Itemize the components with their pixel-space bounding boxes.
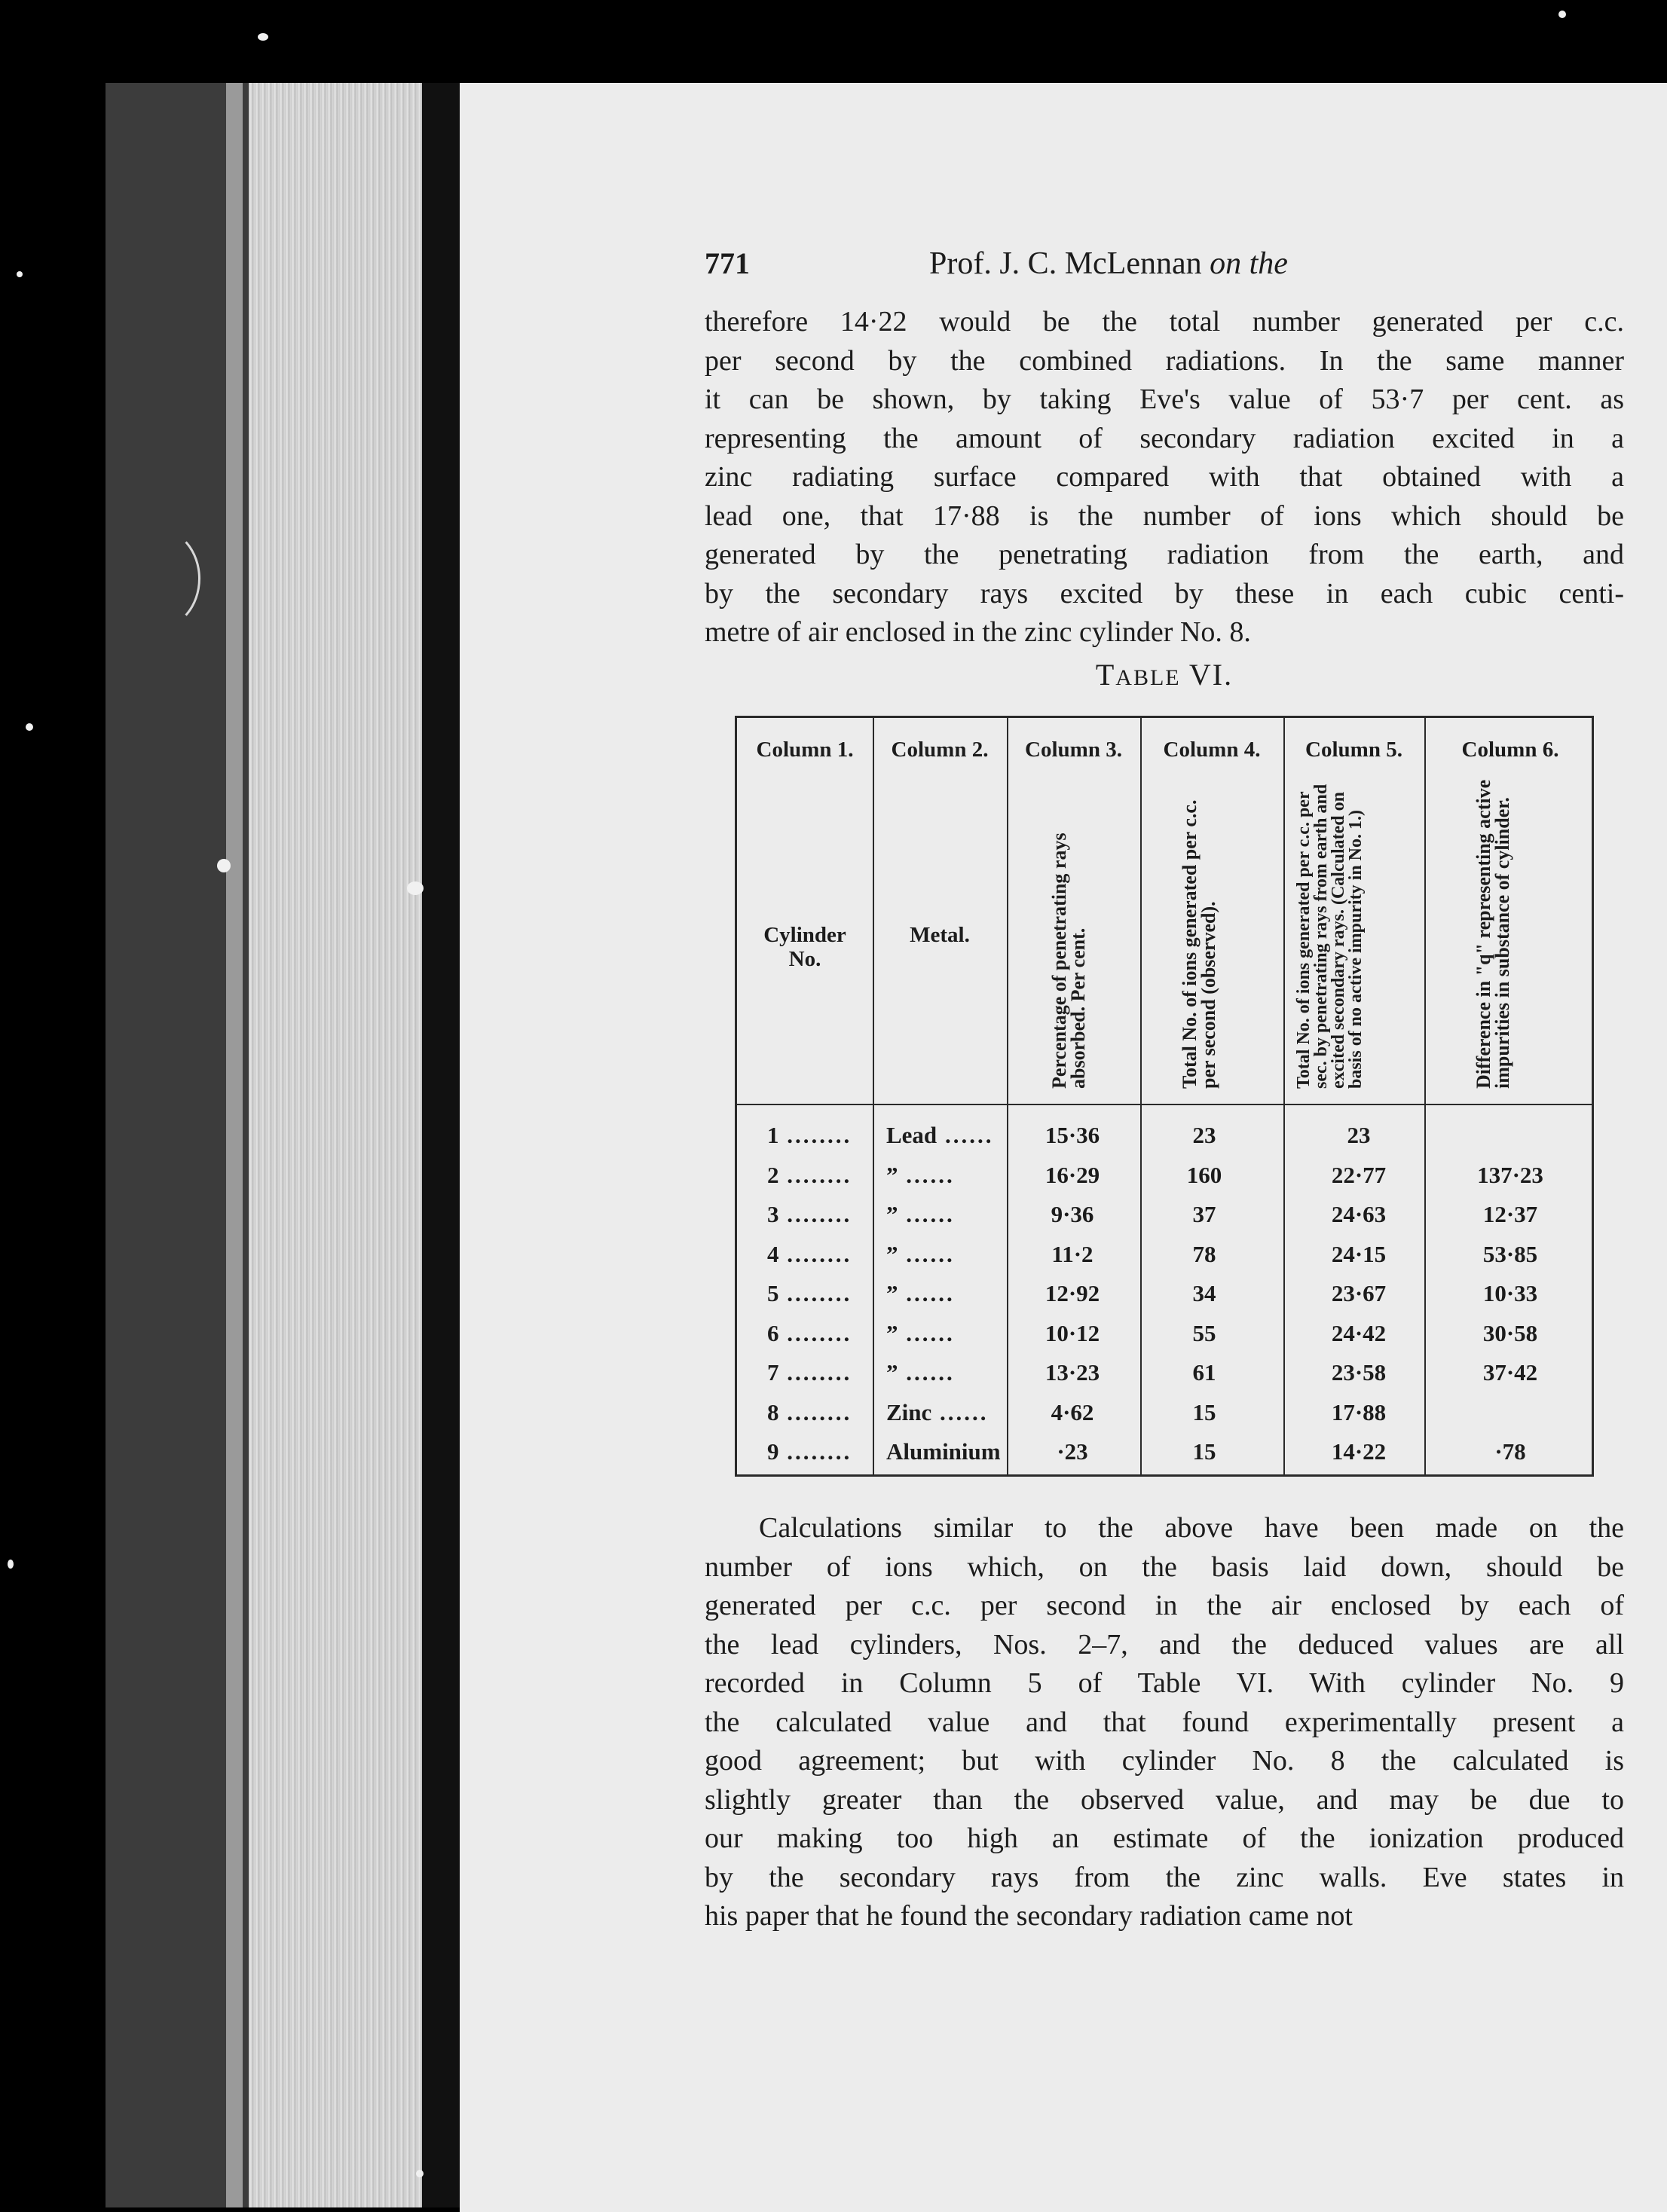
column-5-description: Total No. of ions generated per c.c. per sec. by penetrating rays from earth and excited secondary rays. (Calculated on basis of no active impurity in No. 1.)	[1293, 784, 1366, 1089]
metal-cell	[886, 1241, 1022, 1268]
table-row	[737, 1156, 1592, 1195]
cylinder-number-cell-value: 5	[767, 1280, 779, 1306]
table-row	[737, 1393, 1592, 1432]
cylinder-number-cell-value: 1	[767, 1122, 779, 1148]
percentage-absorbed-cell	[1008, 1399, 1136, 1426]
scan-speck	[8, 1560, 14, 1569]
table-row	[737, 1116, 1592, 1155]
ions-calculated-cell-value: 24·15	[1331, 1240, 1387, 1267]
text-line: generated per c.c. per second in the air enclosed by each of	[705, 1590, 1624, 1621]
text-line: the lead cylinders, Nos. 2–7, and the deduced values are all	[705, 1628, 1624, 1661]
ions-calculated-cell-value: 17·88	[1331, 1398, 1387, 1425]
percentage-absorbed-cell	[1008, 1320, 1136, 1347]
scan-top-border	[0, 0, 1667, 83]
percentage-absorbed-cell-value: 15·36	[1045, 1122, 1100, 1148]
ions-observed-cell-value: 55	[1192, 1319, 1216, 1346]
metal-cell-value: ”	[886, 1280, 898, 1306]
ions-observed-cell	[1140, 1162, 1268, 1189]
paragraph-top	[705, 303, 1624, 652]
ions-observed-cell-value: 15	[1192, 1398, 1216, 1425]
scan-scratch	[113, 527, 200, 630]
metal-cell-value: Lead	[886, 1122, 937, 1148]
ions-calculated-cell-value: 23·67	[1331, 1280, 1387, 1306]
ions-calculated-cell	[1283, 1320, 1434, 1347]
header-title	[929, 246, 1288, 282]
leader-dots: ......	[898, 1319, 955, 1346]
difference-q-cell	[1424, 1320, 1596, 1347]
text-line: zinc radiating surface compared with that obtained with a	[705, 461, 1624, 493]
metal-cell	[886, 1320, 1022, 1347]
metal-cell	[886, 1399, 1022, 1426]
column-5-description-wrap	[1283, 771, 1424, 1096]
text-line: recorded in Column 5 of Table VI. With cylinder No. 9	[705, 1667, 1624, 1699]
book-spine-edge	[226, 83, 243, 2207]
cylinder-number-cell	[767, 1280, 873, 1307]
ions-calculated-cell-value: 23	[1347, 1122, 1371, 1148]
text-line: it can be shown, by taking Eve's value of 53·7 per cent. as	[705, 383, 1624, 415]
column-6-title: Column 6.	[1461, 738, 1559, 762]
text-line: lead one, that 17·88 is the number of ions which should be	[705, 500, 1624, 532]
table-row	[737, 1432, 1592, 1471]
paragraph-bottom	[705, 1509, 1624, 1936]
percentage-absorbed-cell	[1008, 1122, 1136, 1149]
ions-calculated-cell-value: 23·58	[1331, 1359, 1387, 1386]
difference-q-cell	[1424, 1438, 1596, 1465]
difference-q-cell	[1424, 1280, 1596, 1307]
page-number: 771	[705, 246, 750, 280]
ions-observed-cell	[1140, 1438, 1268, 1465]
ions-observed-cell-value: 15	[1192, 1438, 1216, 1465]
column-3-title: Column 3.	[1025, 738, 1122, 762]
table-caption-initial: T	[1095, 658, 1116, 692]
column-2-description: Metal.	[910, 923, 970, 947]
leader-dots: ......	[898, 1280, 955, 1306]
scan-speck	[26, 723, 33, 731]
leader-dots: ......	[898, 1201, 955, 1227]
metal-cell	[886, 1162, 1022, 1189]
metal-cell-value: ”	[886, 1161, 898, 1188]
leader-dots: ........	[778, 1359, 852, 1386]
difference-q-cell-value: ·78	[1494, 1438, 1526, 1465]
ions-calculated-cell	[1283, 1241, 1434, 1268]
percentage-absorbed-cell	[1008, 1241, 1136, 1268]
page-gutter	[422, 83, 460, 2207]
difference-q-cell-value: 10·33	[1482, 1280, 1538, 1306]
percentage-absorbed-cell	[1008, 1438, 1136, 1465]
ions-observed-cell	[1140, 1241, 1268, 1268]
metal-cell	[886, 1359, 1022, 1386]
percentage-absorbed-cell-value: 10·12	[1045, 1319, 1100, 1346]
difference-q-cell	[1424, 1162, 1596, 1189]
column-2-title: Column 2.	[891, 738, 989, 762]
leader-dots: ......	[898, 1359, 955, 1386]
difference-q-cell-value: 12·37	[1482, 1201, 1538, 1227]
metal-cell-value: Zinc	[886, 1398, 932, 1425]
ions-observed-cell	[1140, 1122, 1268, 1149]
leader-dots: ........	[778, 1398, 852, 1425]
text-line: generated by the penetrating radiation from the earth, and	[705, 539, 1624, 570]
table-row	[737, 1235, 1592, 1274]
leader-dots: ........	[778, 1201, 852, 1227]
column-1-title: Column 1.	[756, 738, 854, 762]
text-line: by the secondary rays excited by these in each cubic centi-	[705, 577, 1624, 610]
table-row	[737, 1274, 1592, 1313]
percentage-absorbed-cell-value: 11·2	[1051, 1240, 1093, 1267]
cylinder-number-cell-value: 4	[767, 1240, 779, 1267]
metal-cell-value: Aluminium	[886, 1438, 1001, 1465]
header-rule	[737, 1104, 1592, 1105]
difference-q-cell	[1424, 1201, 1596, 1228]
leader-dots: ........	[778, 1240, 852, 1267]
ions-calculated-cell	[1283, 1280, 1434, 1307]
ions-observed-cell-value: 160	[1186, 1161, 1222, 1188]
metal-cell-value: ”	[886, 1359, 898, 1386]
cylinder-number-cell-value: 7	[767, 1359, 779, 1386]
ions-observed-cell	[1140, 1280, 1268, 1307]
percentage-absorbed-cell	[1008, 1162, 1136, 1189]
header-title-suffix: on the	[1210, 246, 1288, 281]
metal-cell	[886, 1201, 1022, 1228]
ions-observed-cell-value: 61	[1192, 1359, 1216, 1386]
metal-cell-value: ”	[886, 1240, 898, 1267]
ions-observed-cell	[1140, 1399, 1268, 1426]
scan-speck	[416, 2170, 424, 2177]
ions-calculated-cell	[1283, 1122, 1434, 1149]
text-line: our making too high an estimate of the ionization produced	[705, 1822, 1624, 1854]
scan-speck	[17, 271, 23, 277]
metal-cell-value: ”	[886, 1201, 898, 1227]
ions-observed-cell-value: 34	[1192, 1280, 1216, 1306]
text-line: representing the amount of secondary radiation excited in a	[705, 422, 1624, 454]
leader-dots: ......	[937, 1122, 994, 1148]
ions-calculated-cell-value: 14·22	[1331, 1438, 1387, 1465]
column-3-description: Percentage of penetrating rays absorbed. Per cent.	[1048, 833, 1089, 1089]
text-line: by the secondary rays from the zinc walls. Eve states in	[705, 1861, 1624, 1893]
metal-cell	[886, 1438, 1022, 1465]
cylinder-number-cell	[767, 1122, 873, 1149]
cylinder-number-cell	[767, 1359, 873, 1386]
percentage-absorbed-cell-value: 12·92	[1045, 1280, 1100, 1306]
difference-q-cell	[1424, 1241, 1596, 1268]
leader-dots: ........	[778, 1319, 852, 1346]
difference-q-cell-value: 30·58	[1482, 1319, 1538, 1346]
scan-speck	[217, 859, 231, 872]
percentage-absorbed-cell-value: ·23	[1057, 1438, 1088, 1465]
leader-dots: ......	[898, 1240, 955, 1267]
ions-observed-cell-value: 23	[1192, 1122, 1216, 1148]
column-6-description: Difference in "q" representing active impurities in substance of cylinder.	[1473, 779, 1513, 1089]
table-row	[737, 1195, 1592, 1234]
percentage-absorbed-cell	[1008, 1201, 1136, 1228]
table-row	[737, 1353, 1592, 1392]
text-line: therefore 14·22 would be the total number generated per c.c.	[705, 306, 1624, 338]
ions-observed-cell-value: 78	[1192, 1240, 1216, 1267]
text-line: his paper that he found the secondary radiation came not	[705, 1900, 1353, 1932]
cylinder-number-cell	[767, 1162, 873, 1189]
column-4-description-wrap	[1140, 771, 1283, 1096]
cylinder-number-cell	[767, 1399, 873, 1426]
ions-observed-cell	[1140, 1201, 1268, 1228]
ions-calculated-cell-value: 24·42	[1331, 1319, 1387, 1346]
cylinder-number-cell-value: 3	[767, 1201, 779, 1227]
text-line: metre of air enclosed in the zinc cylinder No. 8.	[705, 616, 1251, 648]
cylinder-number-cell	[767, 1438, 873, 1465]
scan-speck	[1558, 11, 1566, 18]
ions-calculated-cell	[1283, 1201, 1434, 1228]
text-line: good agreement; but with cylinder No. 8 the calculated is	[705, 1745, 1624, 1777]
ions-observed-cell	[1140, 1320, 1268, 1347]
leader-dots: ......	[898, 1161, 955, 1188]
running-header	[705, 246, 1624, 283]
ions-calculated-cell	[1283, 1359, 1434, 1386]
leader-dots: ........	[778, 1161, 852, 1188]
percentage-absorbed-cell-value: 13·23	[1045, 1359, 1100, 1386]
leader-dots: ........	[778, 1122, 852, 1148]
metal-cell-value: ”	[886, 1319, 898, 1346]
table-caption	[705, 657, 1624, 692]
cylinder-number-cell	[767, 1241, 873, 1268]
difference-q-cell-value: 137·23	[1477, 1161, 1543, 1188]
ions-calculated-cell	[1283, 1399, 1434, 1426]
metal-cell	[886, 1122, 1022, 1149]
difference-q-cell-value: 37·42	[1482, 1359, 1538, 1386]
table-caption-numeral: VI.	[1188, 658, 1234, 692]
data-table	[735, 716, 1594, 1477]
cylinder-number-cell	[767, 1201, 873, 1228]
leader-dots: ......	[931, 1398, 989, 1425]
table-row	[737, 1314, 1592, 1353]
column-4-title: Column 4.	[1163, 738, 1261, 762]
difference-q-cell-value: 53·85	[1482, 1240, 1538, 1267]
cylinder-number-cell-value: 9	[767, 1438, 779, 1465]
ions-calculated-cell-value: 22·77	[1331, 1161, 1387, 1188]
text-line: slightly greater than the observed value, and may be due to	[705, 1783, 1624, 1816]
scan-speck	[258, 33, 268, 41]
cylinder-number-cell	[767, 1320, 873, 1347]
percentage-absorbed-cell	[1008, 1359, 1136, 1386]
metal-cell	[886, 1280, 1022, 1307]
table-caption-smallcaps: ABLE	[1115, 665, 1181, 690]
column-3-description-wrap	[1007, 771, 1140, 1096]
percentage-absorbed-cell	[1008, 1280, 1136, 1307]
column-4-description: Total No. of ions generated per c.c. per second (observed).	[1179, 799, 1219, 1089]
percentage-absorbed-cell-value: 4·62	[1051, 1398, 1094, 1425]
ions-observed-cell-value: 37	[1192, 1201, 1216, 1227]
text-line: Calculations similar to the above have been made on the	[759, 1512, 1624, 1544]
header-author: Prof. J. C. McLennan	[929, 246, 1202, 281]
text-line: number of ions which, on the basis laid down, should be	[705, 1551, 1624, 1583]
percentage-absorbed-cell-value: 16·29	[1045, 1161, 1100, 1188]
scan-speck	[407, 881, 424, 895]
cylinder-number-cell-value: 6	[767, 1319, 779, 1346]
column-1-description: Cylinder No.	[763, 923, 846, 971]
cylinder-number-cell-value: 2	[767, 1161, 779, 1188]
cylinder-number-cell-value: 8	[767, 1398, 779, 1425]
leader-dots: ........	[778, 1438, 852, 1465]
column-5-title: Column 5.	[1305, 738, 1402, 762]
ions-calculated-cell	[1283, 1438, 1434, 1465]
difference-q-cell	[1424, 1359, 1596, 1386]
percentage-absorbed-cell-value: 9·36	[1051, 1201, 1094, 1227]
text-line: per second by the combined radiations. In the same manner	[705, 344, 1624, 377]
text-line: the calculated value and that found experimentally present a	[705, 1706, 1624, 1738]
page-stack-edges	[249, 83, 422, 2207]
ions-calculated-cell	[1283, 1162, 1434, 1189]
ions-calculated-cell-value: 24·63	[1331, 1201, 1387, 1227]
leader-dots: ........	[778, 1280, 852, 1306]
ions-observed-cell	[1140, 1359, 1268, 1386]
column-6-description-wrap	[1424, 771, 1596, 1096]
